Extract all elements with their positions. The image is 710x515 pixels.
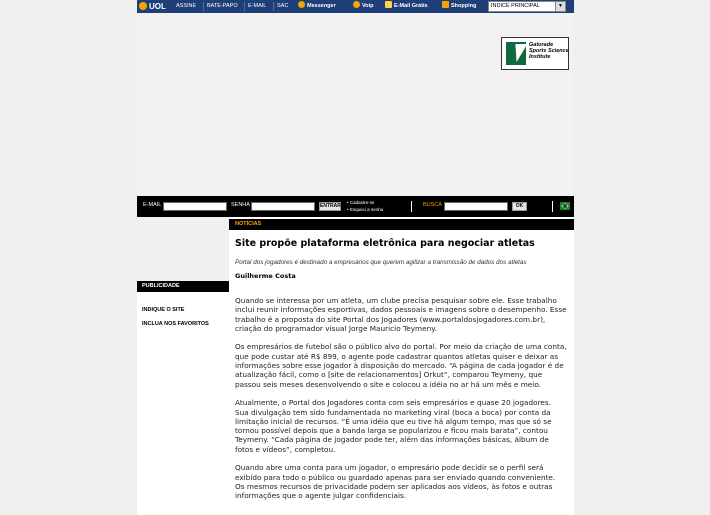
noticias-section-header: NOTÍCIAS — [229, 219, 574, 230]
article-title: Site propõe plataforma eletrônica para negociar atletas — [235, 238, 535, 249]
page — [137, 0, 574, 515]
esqueci-senha-link[interactable]: • Esqueci a senha — [347, 207, 384, 212]
uol-logo-icon — [139, 2, 147, 10]
bate-papo-link[interactable]: BATE-PAPO — [207, 3, 238, 9]
envelope-icon — [385, 1, 392, 8]
article-author: Guilherme Costa — [235, 272, 296, 280]
login-bar — [137, 196, 574, 217]
article-body — [235, 296, 567, 510]
shopping-link[interactable]: Shopping — [442, 0, 476, 13]
senha-label: SENHA — [231, 202, 250, 208]
gatorade-sports-science-logo[interactable] — [501, 37, 569, 70]
email-link[interactable]: E-MAIL — [248, 3, 267, 9]
article-paragraph: Quando se interessa por um atleta, um clube precisa pesquisar sobre ele. Esse trabalho inclui reunir informações esportivas, dados pessoais e imagens sobre o desempenho. Esse trabalho é a proposta do site Portal dos Jogadores (www.portaldosjogadores.com.br), criação do programador visual Jorge Mauricio Teymeny. — [235, 296, 567, 333]
email-label: E-MAIL — [143, 202, 162, 208]
assine-link[interactable]: ASSINE — [176, 3, 197, 9]
divider — [244, 2, 245, 11]
cadastre-se-link[interactable]: • Cadastre-se — [347, 200, 375, 205]
email-field[interactable] — [163, 202, 227, 211]
article-subtitle: Portal dos jogadores é destinado a empresários que querem agilizar a transmissão de dados dos atletas — [235, 259, 527, 266]
phone-icon — [353, 1, 360, 8]
ok-button[interactable]: OK — [512, 202, 527, 211]
messenger-icon — [298, 1, 305, 8]
sidebar-ad-space — [137, 217, 229, 281]
entrar-button[interactable]: ENTRAR — [320, 203, 341, 209]
divider — [203, 2, 204, 11]
busca-label: BUSCA — [423, 202, 442, 208]
voip-link[interactable]: Voip — [353, 0, 374, 13]
article-paragraph: Os empresários de futebol são o público alvo do portal. Por meio da criação de uma conta, que pode custar até R$ 899, o agente pode cadastrar quantos atletas quiser e deixar as informações sobre esse jogador à disposição do mercado. “A página de cada jogador é de atualização fácil, como o [site de relacionamentos] Orkut”, comparou Teymeny, que passou seis meses desenvolvendo o site e colocou a idéia no ar há um mês e meio. — [235, 342, 567, 389]
brazil-flag-icon[interactable] — [560, 202, 570, 210]
sac-link[interactable]: SAC — [277, 3, 289, 9]
gatorade-bolt-icon — [506, 42, 526, 65]
uol-logo[interactable]: UOL — [139, 0, 166, 13]
banner-area — [137, 13, 574, 196]
senha-field[interactable] — [251, 202, 315, 211]
divider — [273, 2, 274, 11]
shopping-bag-icon — [442, 1, 449, 8]
indique-o-site-link[interactable]: INDIQUE O SITE — [142, 307, 185, 313]
uol-top-bar — [137, 0, 574, 13]
article-paragraph: Quando abre uma conta para um jogador, o empresário pode decidir se o perfil será exibido para todo o público ou guardado apenas para ser enviado quando conveniente. Os mesmos recursos de privacidade podem ser aplicados aos vídeos, às fotos e outras informações que o agente julgar confidenciais. — [235, 463, 556, 501]
sponsor-text: Gatorade Sports Science Institute — [529, 42, 569, 60]
indice-principal-select[interactable]: INDICE PRINCIPAL ▼ — [488, 1, 566, 12]
email-gratis-link[interactable]: E-Mail Grátis — [385, 0, 428, 13]
search-input[interactable] — [444, 202, 508, 211]
inclua-favoritos-link[interactable]: INCLUA NOS FAVORITOS — [142, 321, 209, 327]
chevron-down-icon: ▼ — [555, 2, 565, 11]
divider — [552, 201, 553, 212]
divider — [411, 201, 412, 212]
publicidade-header: PUBLICIDADE — [137, 281, 229, 292]
article-paragraph: Atualmente, o Portal dos Jogadores conta com seis empresários e quase 20 jogadores. Sua divulgação tem sido fundamentada no marketing viral (boca a boca) por conta da limitação inicial de recursos. “É uma idéia que eu tive há algum tempo, mas que só se tornou possível depois que a banda larga se popularizou e ficou mais barata”, contou Teymeny. “Cada página de jogador pode ter, além das informações básicas, álbum de fotos e vídeos”, completou. — [235, 398, 552, 454]
messenger-link[interactable]: Messenger — [298, 0, 336, 13]
